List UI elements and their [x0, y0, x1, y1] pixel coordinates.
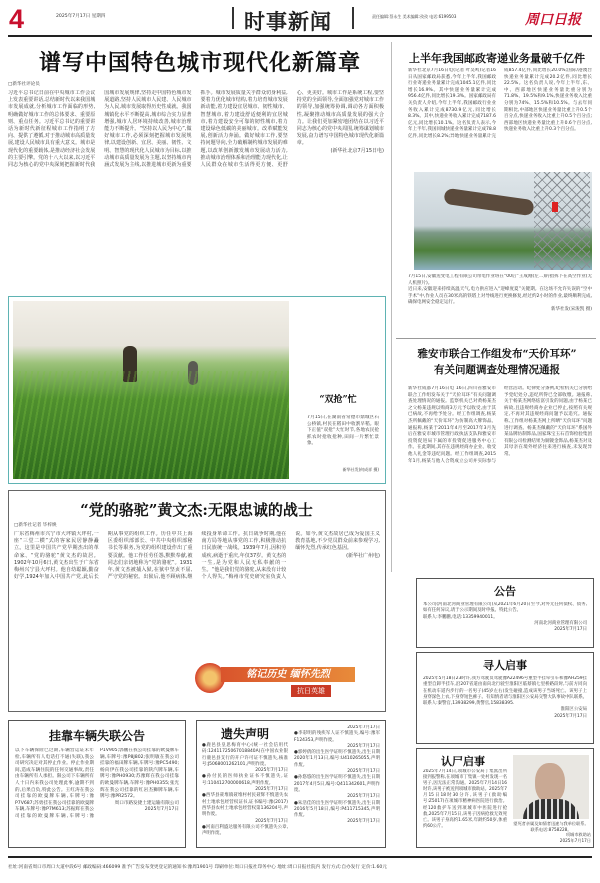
announcement-contact: 联系人:李鹏鹏,电话:13359940011。: [423, 614, 498, 620]
editors: 责任编辑:蔡永生 美术编辑:孜孜 电话:6199503: [372, 14, 457, 19]
banner-main: 铭记历史 缅怀先烈: [221, 667, 355, 682]
profile-text: 广东省梅州市兴宁市大坪镇大坪村,一座“三堂二横”式的客家民居静静矗立。这里是中国共产党早期杰出的革命家、“党的骆驼”黄文杰的故居。1902年10月6日,黄文杰出生于广东省梅州兴宁县大坪村。他自幼聪颖,勤奋好学,1924年加入中国共产党,此后长期从事党的组织工作。历任中共上海区委组织部部长、中共中央组织部秘书长等职务,为党的组织建设作出了重要贡献。他工作任劳任怨,默默奉献,被同志们亲切地称为“党的骆驼”。1931年,黄文杰被捕入狱,在狱中坚贞不屈,严守党的秘密。出狱后,他不顾病体,继续投身革命工作。抗日战争时期,他在南方局等地从事党的工作,积极推动抗日民族统一战线。1939年7月,因积劳成疾,病逝于重庆,年仅37岁。黄文杰的一生,是为党和人民无私奉献的一生。“他是我们党的骆驼,从来没有计较个人得失。”梅州市党史研究室负责人说。如今,黄文杰故居已成为爱国主义教育基地,不少党员群众前来参观学习,缅怀先烈,传承红色基因。: [14, 531, 380, 581]
photo-credit: 新华社发(宋浚凯 摄): [551, 306, 592, 312]
photo-caption-detail: 近日来,安徽迎来持续高温天气,电力供应进入“迎峰度夏”关键期。在这场不允许失误的“空中手术”中,作业人员在30米高的铁塔上对导线进行更换修复,经过约2小时的作业,最终顺利完成,确保电网安全稳定运行。: [408, 287, 592, 306]
missing-person-date: 2025年7月17日: [554, 713, 587, 719]
body-claim-contact-note: 望死者亲属及知情者迅速与我单位联系。: [513, 821, 589, 826]
body-claim-date: 2025年7月17日: [559, 837, 591, 843]
photo-feature-box: [8, 296, 386, 484]
lead-headline: 谱写中国特色城市现代化新篇章: [38, 50, 361, 76]
banner-sub: 抗日英雄: [291, 685, 331, 697]
announcement-text: 本公司(河南北河商业管理有限公司)从2021年6月20日至今,对外无任何债权、债务,如有任何异议,请于公示期间及时申报。特此公告。: [423, 602, 587, 614]
lost-item: ●河南百利盛达服务有限公司不慎遗失公章,声明作废。 2025年7月17日: [202, 725, 380, 837]
postal-body: 新华社北京7月16日电(记者 叶昊鸣)记者16日从国家邮政局获悉,今年上半年,我国邮政行业寄递业务量累计完成1045.1亿件,同比增长16.9%。其中快递业务量累计完成956.4亿件,同比增长19.3%。国家邮政局有关负责人介绍,今年上半年,我国邮政行业业务收入累计完成8730.9亿元,同比增长8.3%。其中,快递业务收入累计完成7187.6亿元,同比增长10.1%。这名负责人表示,今年上半年,我国同城快递业务量累计完成78.8亿件,同比增长8.2%;异地快递业务量累计完成857.4亿件,同比增长20.0%;国际/港澳台快递业务量累计完成20.2亿件,同比增长22.5%。这名负责人说,今年上半年,东、中、西部地区快递业务量比重分别为71.8%、19.5%和9.1%,快递业务收入比重分别为74%、15.5%和10.5%。与去年同期相比,中部地区快递业务量比重上升0.5个百分点,快递业务收入比重上升0.5个百分点;西部地区快递业务量比重上升0.6个百分点,快递业务收入比重上升0.3个百分点。: [408, 68, 592, 139]
section-divider: [232, 7, 234, 29]
body-claim-signature: 项城市救助站: [565, 832, 591, 838]
announcement-box: [416, 578, 594, 648]
postal-headline: 上半年我国邮政寄递业务量破千亿件: [409, 52, 585, 65]
photo-caption: 7月15日,安徽送变电工程有限公司带电作业班在“00后”王成刚(左二)的指挥下在高空作业(无人机照片)。: [408, 274, 592, 286]
body-claim-text: 2025年7月14日,项城市公安局丁集派出所接到报警称,在项城市丁集镇一处村发现一名男子,因无法正常沟通。2025年7月14日16时许,该男子被送到项城市救助站。2025年7月15日18时30分许,该男子(救助编号:Z5017)在项城市精神病医院进行救治。经120救护车送到项城市中医院进行抢救,2025年7月15日,该男子因病抢救无效死亡。该男子身高约1.65米,年龄约50岁,体重约60公斤。: [423, 769, 507, 829]
footer-info: 社址:河南省周口市周口大道中段6号 邮政编码:466099 准予广告发布变更登记的通知书:豫周1901号 印刷单位:周口日报社印务中心 地址:周口日报社院内 发行方式:自办发行 定价:1.60元: [8, 865, 387, 870]
vehicle-notice-signature: 周口市路发捷土建运输有限公司: [114, 800, 179, 806]
lost-item: ●孙悠悠的出生医学证明不慎遗失,出生日期2017年4月5日,编号:Q411342601,声明作废。 2025年7月17日: [294, 775, 380, 800]
announcement-title: 公告: [494, 585, 516, 598]
section-divider: [352, 7, 354, 29]
lost-item: ●朱浩佳的出生医学证明不慎遗失,出生日期2016年5月18日,编号:P411715345,声明作废。 2025年7月17日: [294, 800, 380, 825]
profile-byline: □新华社记者 毕梓焕: [14, 523, 57, 528]
vehicle-notice-body: [15, 748, 179, 844]
commemoration-banner: [191, 659, 361, 705]
body-claim-title: 认尸启事: [441, 755, 485, 768]
yaan-headline-1: 雅安市联合工作组发布“天价耳环”: [417, 348, 577, 360]
announcement-date: 2025年7月17日: [554, 627, 587, 633]
lost-item: ●郭婷倩的出生医学证明不慎遗失,出生日期2020年1月13日,编号:U410265055,声明作废。 2025年7月17日: [294, 750, 380, 775]
missing-person-body: [423, 676, 587, 720]
body-claim-footer: [511, 821, 591, 843]
missing-person-text: 2025年5月18日23时许,我方驾驶员驾驶豫A22496号重型半挂牵引车和豫AH259挂重型自卸半挂车,沿207省道由南向北行驶至淮阳区临蔡镇七里桥路段时,与前方同向在机动车道内步行的一名男子(45岁左右)发生碰撞,造成该男子当场死亡。该男子上身穿深色上衣,下身穿短色裤子。有知情者请与淮阳区公安局交警大队事故中队联系。联系人:秦警官,13938299,黄警官,15838395.: [423, 676, 587, 707]
column-divider: [391, 42, 392, 572]
lost-item: ●鹿邑县皇思梅育中心(统一社会信用代码:12411725067018840A)在中国农业银行鹿邑县支行的开户许可证不慎遗失,核准号:J5068001262101,声明作废。 2025年7月17日: [202, 743, 288, 774]
photo-feature-caption: 7月15日,在湖南省常德市鼎城区石公桥镇,村民在稻田中收割早稻。眼下正值“双抢”大忙时节,各地农民抢抓农时抢收抢种,田间一片繁忙景象。: [307, 415, 379, 446]
issue-date: 2025年7月17日 星期四: [56, 14, 106, 19]
body-claim-phone: 联系电话:8758228。: [530, 826, 572, 832]
profile-headline: “党的骆驼”黄文杰:无限忠诚的战士: [80, 501, 313, 519]
footer-rule: [8, 856, 592, 858]
page-number: 4: [9, 4, 25, 34]
lost-statement-box: [196, 720, 386, 848]
lost-item: ●西华县聂堆镇聂堆村村民聂辉不慎遗失农村土地承包经营权证书,证书编号:豫(2017)西华县农村土地承包经营权第136204号,声明作废。 2025年7月17日: [202, 793, 288, 824]
power-line-photo: [414, 172, 592, 270]
lost-item: ●孙付民的医师执业证书不慎遗失,证号:110412700000618,声明作废。 2025年7月17日: [202, 774, 288, 793]
missing-person-box: [416, 652, 594, 744]
profile-box: [8, 490, 386, 712]
vehicle-notice-box: [8, 720, 186, 848]
section-rule: [396, 338, 596, 339]
photo-feature-credit: 新华社发(何成祥 摄): [342, 467, 379, 472]
announcement-signature: 河南北河商业管理有限公司: [534, 620, 587, 626]
lead-dateline: (新华社北京7月15日电): [330, 147, 384, 154]
announcement-body: [423, 602, 587, 633]
body-claim-box: [416, 748, 594, 848]
newspaper-logo: 周口日报: [525, 12, 581, 28]
lost-statement-body: [202, 725, 380, 845]
deceased-photo: [513, 755, 589, 819]
vehicle-notice-date: 2025年7月17日: [144, 807, 179, 813]
lead-text: 习近平总书记日前在中央城市工作会议上发表重要讲话,总结新时代以来我国城市发展成就,分析城市工作面临的形势,明确做好城市工作的总体要求、重要原则、重点任务。习近平总书记的重要讲话为新时代新征程城市工作指明了方向、提供了遵循,对于推动城市高质量发展,建设人民城市具有重大意义。城市是现代化的重要载体,是推动经济社会发展的主要引擎。党的十八大以来,以习近平同志为核心的党中央深刻把握新时代我国城市发展规律,坚持走中国特色城市发展道路,坚持人民城市人民建、人民城市为人民,城市发展取得历史性成就。我国城镇化水平不断提高,城市综合实力显著增强,城市人居环境持续改善,城市治理能力不断提升。“坚持以人民为中心”,做好城市工作,必须深刻把握城市发展规律,以建设创新、宜居、美丽、韧性、文明、智慧的现代化人民城市为目标,以推动城市高质量发展为主题,以坚持城市内涵式发展为主线,以推进城市更新为重要抓手。城市发展质量关乎群众切身利益,要着力优化城市结构,着力培育城市发展新动能,着力建设宜居城市、韧性城市、智慧城市,着力建设舒适便利的宜居城市,着力建设安全可靠的韧性城市,着力建设绿色低碳的美丽城市。改革赋能发展,创新活力奔涌。做好城市工作,要坚持问题导向,全力破解制约城市发展的难题,以改革创新激发城市发展动力活力,推动城市治理体系和治理能力现代化,让人民群众在城市生活得更方便、更舒心、更美好。城市工作是系统工程,要坚持党的全面领导,全面加强党对城市工作的领导,加强统筹协调,调动各方面积极性,凝聚推动城市高质量发展的强大合力。让我们更加紧密地团结在以习近平同志为核心的党中央周围,统筹谋划城市发展,奋力谱写中国特色城市现代化新篇章。: [8, 90, 384, 169]
missing-person-title: 寻人启事: [483, 659, 527, 672]
yaan-body: 新华社成都7月16日电 16日,四川省雅安市联合工作组发布关于“天价耳环”有关问题调查处理情况的通报。监察机关已对黄杨某杰之父杨某违规以购商3万元予以收受,由于其已病故,不再给予处分。经工作组调查,杨某杰所佩戴的“天价耳环”为仿制高大牌饰品。通报称,杨某于2011年4月至2017年3月先后在雅安市城市管理行政执法支队和雅安市投资促进局下属的市投资促进服务中心工作。在此期间,其存在违规经商办企业、收受他人礼金等违纪问题。经工作组调查,2015年1月,杨某与他人合资成立公司并实际参与经营活动。纪律处分条例,纪检机关已分别给予党纪处分,违纪所得已全部收缴。通报称,关于杨某杰网络炫富引发的问题,由于杨某已病故,且违规经商办企业已停止,按照有关规定,不再对其违规经商问题予以追究。通报称,工作组对杨某杰网上所晒“天价耳环”问题进行调查。杨某杰佩戴的“天价耳环”系国外某品牌仿制饰品,国家珠宝玉石首饰检验集团有限公司检测结果为铜镀金饰品,杨某杰对及其母亲在境外经济往来进行核查,未发现异常。: [408, 386, 592, 464]
photo-feature-title: “双抢”忙: [319, 395, 357, 405]
vehicle-notice-text: 以下车辆保险已过期,车辆营运证未年检,车辆所有人电话打不通(失联),我公司研究决定对其停止作业。停止作业期间,造成车辆住院的任何交通事故,责任由车辆所有人承担。限公司下车辆所有人十日内来我公司处理此事,逾期不到的,后果自负,特此公告。王红涛在我公司挂靠的欧曼牌车辆,车牌号:豫P7V687;苏勇挂在我公司挂靠的欧曼牌车辆,车牌号:豫P7M613;苏振辉在我公司挂靠的欧曼牌车辆,车牌号:豫P1V905;郭鹏在我公司挂靠的欧曼牌车辆,车牌号:豫P8J802;张明敏在我公司挂靠的福田牌车辆,车牌号:豫PC5490;杨向伊在我公司挂靠的陕汽牌车辆,车牌号:豫PH0930;苏豫辉在我公司挂靠的欧曼牌车辆,车牌号:豫PH0355;张光辉在我公司挂靠的红岩杰狮牌车辆,车牌号:豫PR2572。: [15, 748, 179, 819]
lost-item: ●李彩明的残疾军人证不慎遗失,编号:豫军F124353,声明作废。 2025年7月17日: [294, 731, 380, 749]
rice-field-photo: [13, 301, 289, 479]
lead-byline: □新华社评论员: [8, 82, 40, 87]
yaan-headline-2: 有关问题调查处理情况通报: [434, 364, 560, 376]
postal-photo-caption: [408, 274, 592, 314]
profile-dateline: (新华社广州电): [346, 552, 380, 559]
lost-statement-title: 遗失声明: [220, 727, 269, 741]
lead-body: [8, 90, 384, 288]
header-rule: [8, 35, 592, 37]
vehicle-notice-title: 挂靠车辆失联公告: [48, 729, 145, 743]
missing-person-signature: 淮阳区公安局: [560, 707, 587, 713]
section-title: 时事新闻: [244, 9, 332, 34]
